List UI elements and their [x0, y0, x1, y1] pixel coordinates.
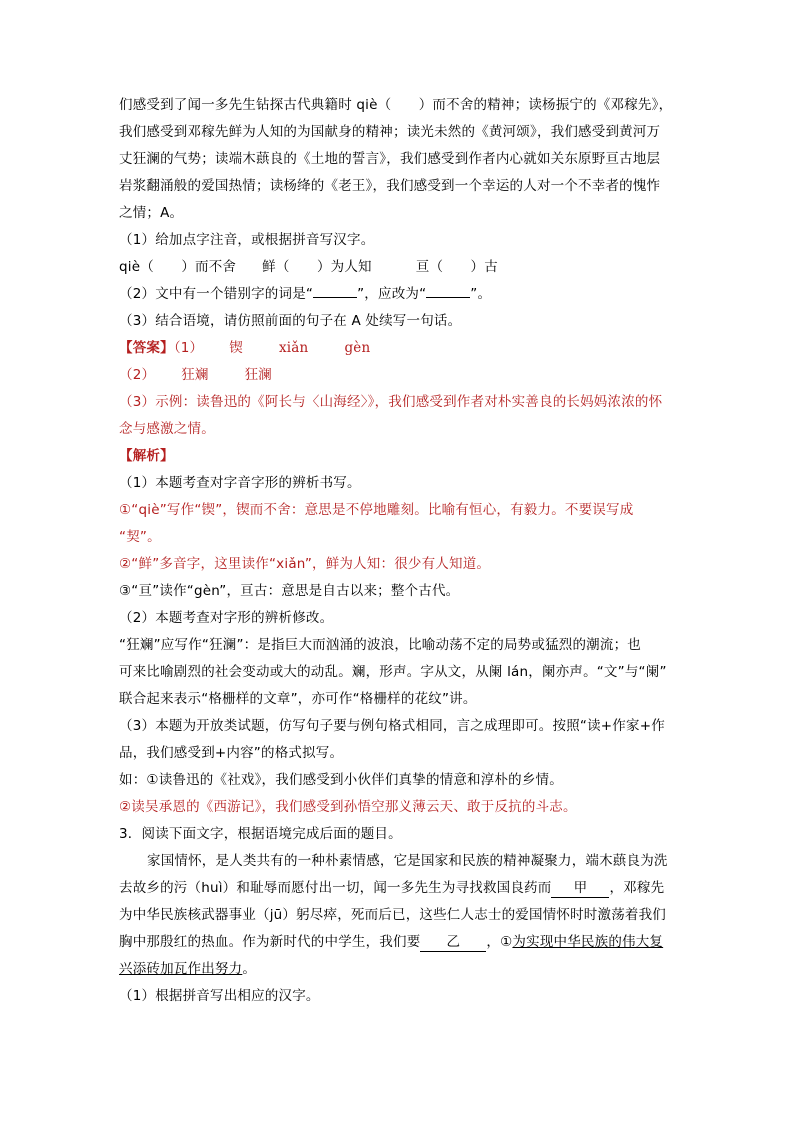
- item-xian: 鲜（ ）为人知: [262, 259, 372, 275]
- analysis-line-4: ②“鲜”多音字，这里读作“xiǎn”，鲜为人知：很少有人知道。: [119, 556, 491, 572]
- blank-2: [426, 297, 470, 298]
- blank-yi: 乙: [420, 933, 486, 952]
- question-1-items: [119, 254, 679, 281]
- answer-2-num: （2）: [119, 367, 156, 383]
- passage-line-5: 之情；A。: [119, 205, 184, 221]
- question-1: （1）给加点字注音，或根据拼音写汉字。: [119, 232, 375, 248]
- underlined-sentence-1: 为实现中华民族的伟大复: [512, 934, 664, 950]
- blank-jia: 甲: [551, 879, 609, 898]
- answer-row-1: [119, 335, 679, 362]
- passage-line-2: 我们感受到邓稼先鲜为人知的为国献身的精神；读光未然的《黄河颂》，我们感受到黄河万: [119, 124, 661, 140]
- reading-para-line-4: [119, 929, 679, 956]
- reading-para-2-end: ，邓稼先: [609, 880, 665, 896]
- reading-para-5-end: 。: [242, 961, 257, 977]
- analysis-line-9: 联合起来表示“格栅样的文章”，亦可作“格栅样的花纹”讲。: [119, 691, 477, 707]
- reading-para-2-text: 去故乡的污（huì）和耻辱而愿付出一切，闻一多先生为寻找救国良药而: [119, 880, 552, 896]
- answer-row-3a: （3）示例：读鲁迅的《阿长与〈山海经〉》，我们感受到作者对朴实善良的长妈妈浓浓的怀: [119, 394, 663, 410]
- question-2-post: ”。: [470, 286, 492, 302]
- answer-label: 【答案】: [119, 340, 174, 356]
- analysis-line-3: “契”。: [119, 529, 161, 545]
- answer-row-2: [119, 362, 679, 389]
- analysis-line-5: ③“亘”读作“gèn”，亘古：意思是自古以来；整个古代。: [119, 583, 460, 599]
- analysis-line-8: 可来比喻剧烈的社会变动或大的动乱。斓，形声。字从文，从阑 lán，阑亦声。“文”与“阑”: [119, 664, 667, 680]
- question-2-pre: （2）文中有一个错别字的词是“: [119, 286, 314, 302]
- analysis-line-11: 品，我们感受到+内容”的格式拟写。: [119, 745, 344, 761]
- item-gen: 亘（ ）古: [415, 259, 498, 275]
- reading-para-line-2: [119, 875, 679, 902]
- passage-line-4: 岩浆翻涌般的爱国热情；读杨绛的《老王》，我们感受到一个幸运的人对一个不幸者的愧怍: [119, 178, 661, 194]
- answer-1b: xiǎn: [278, 340, 309, 356]
- reading-para-line-1: 家国情怀，是人类共有的一种朴素情感，它是国家和民族的精神凝聚力，端木蕻良为洗: [147, 853, 668, 869]
- underlined-sentence-2: 兴添砖加瓦作出努力: [119, 961, 243, 977]
- answer-1c: gèn: [344, 340, 371, 356]
- analysis-line-2: ①“qiè”写作“锲”，锲而不舍：意思是不停地雕刻。比喻有恒心，有毅力。不要误写成: [119, 502, 634, 518]
- analysis-line-10: （3）本题为开放类试题，仿写句子要与例句格式相同，言之成理即可。按照“读+作家+作: [119, 718, 665, 734]
- question-2-mid: ”，应改为“: [357, 286, 427, 302]
- analysis-line-12: 如：①读鲁迅的《社戏》，我们感受到小伙伴们真挚的情意和淳朴的乡情。: [119, 772, 563, 788]
- analysis-line-1: （1）本题考查对字音字形的辨析书写。: [119, 475, 361, 491]
- answer-1-num: （1）: [173, 340, 204, 356]
- item-qie: qiè（ ）而不舍: [119, 259, 237, 275]
- analysis-line-13: ②读吴承恩的《西游记》，我们感受到孙悟空那义薄云天、敢于反抗的斗志。: [119, 799, 577, 815]
- reading-para-4-mid: ，①: [486, 934, 513, 950]
- reading-para-line-5: [119, 956, 679, 983]
- answer-2a: 狂斓: [181, 367, 209, 383]
- answer-row-3b: 念与感激之情。: [119, 421, 215, 437]
- document-content: [119, 92, 679, 1010]
- question-3: （3）结合语境，请仿照前面的句子在 A 处续写一句话。: [119, 313, 462, 329]
- analysis-line-6: （2）本题考查对字形的辨析修改。: [119, 610, 334, 626]
- passage-line-1: 们感受到了闻一多先生钻探古代典籍时 qiè（ ）而不舍的精神；读杨振宁的《邓稼先》，: [119, 97, 673, 113]
- reading-para-4-text: 胸中那殷红的热血。作为新时代的中学生，我们要: [119, 934, 421, 950]
- answer-2b: 狂澜: [244, 367, 273, 383]
- blank-1: [313, 297, 357, 298]
- reading-para-line-3: 为中华民族核武器事业（jū）躬尽瘁，死而后已，这些仁人志士的爱国情怀时时激荡着我们: [119, 907, 667, 923]
- question-2: [119, 281, 679, 308]
- subquestion-1: （1）根据拼音写出相应的汉字。: [119, 988, 320, 1004]
- analysis-line-7: “狂斓”应写作“狂澜”：是指巨大而汹涌的波浪，比喻动荡不定的局势或猛烈的潮流；也: [119, 637, 641, 653]
- answer-1a: 锲: [229, 340, 243, 356]
- analysis-label: 【解析】: [119, 448, 174, 464]
- question-3-title: 3．阅读下面文字，根据语境完成后面的题目。: [119, 826, 402, 842]
- passage-line-3: 丈狂澜的气势；读端木蕻良的《土地的誓言》，我们感受到作者内心就如关东原野亘古地层: [119, 151, 661, 167]
